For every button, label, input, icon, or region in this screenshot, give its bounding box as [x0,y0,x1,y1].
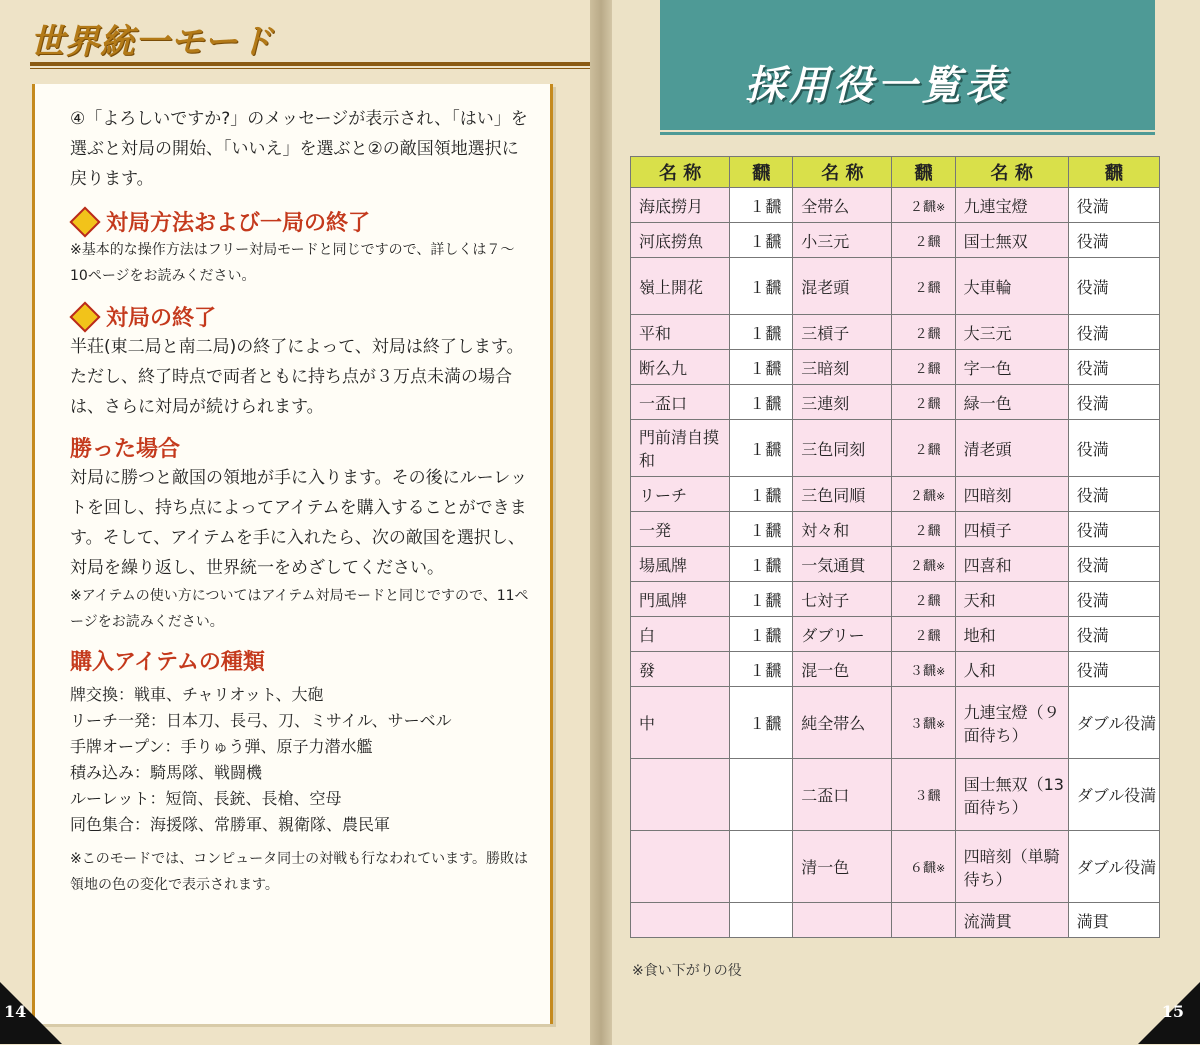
section-heading-rules [70,206,530,237]
yaku-name-cell: 対々和 [793,512,892,547]
yaku-table [630,156,1160,938]
han-value: ２飜 [914,326,941,342]
han-cell: １飜 [730,385,793,420]
han-cell: 役満 [1068,420,1159,477]
han-cell [730,759,793,831]
table-row [631,547,1160,582]
han-cell: １飜 [730,258,793,315]
han-cell: １飜 [730,652,793,687]
han-value: ２飜 [909,558,936,574]
han-cell [892,188,955,223]
list-item: 手牌オープン：手りゅう弾、原子力潜水艦 [70,737,373,756]
han-value: ３飜 [909,663,936,679]
column-header-han: 飜 [892,157,955,188]
column-header-han: 飜 [1068,157,1159,188]
page-number-right: 15 [1161,1002,1184,1021]
han-cell [730,831,793,903]
yaku-name-cell [631,759,730,831]
table-header-row [631,157,1160,188]
han-cell: ダブル役満 [1068,831,1159,903]
han-value: ６飜 [909,861,936,876]
page-number-left: 14 [4,1002,27,1021]
column-header-han: 飜 [730,157,793,188]
han-cell: 役満 [1068,652,1159,687]
content-panel [32,84,553,1024]
han-cell [892,687,955,759]
table-row [631,477,1160,512]
table-row [631,385,1160,420]
yaku-name-cell [631,903,730,938]
table-row [631,512,1160,547]
yaku-name-cell: 三暗刻 [793,350,892,385]
han-cell [892,350,955,385]
table-row [631,903,1160,938]
yaku-name-cell: 四暗刻（単騎待ち） [955,831,1068,903]
column-header-name: 名 称 [631,157,730,188]
footnote: ※食い下がりの役 [632,963,742,979]
yaku-name-cell: 国士無双（13面待ち） [955,759,1068,831]
yaku-name-cell: 流満貫 [955,903,1068,938]
han-cell: 役満 [1068,258,1159,315]
table-row [631,582,1160,617]
kuisagari-mark: ※ [935,862,946,875]
subsection-title-items: 購入アイテムの種類 [70,650,265,675]
han-cell [892,315,955,350]
han-cell [892,512,955,547]
yaku-name-cell: 三槓子 [793,315,892,350]
yaku-name-cell: 混一色 [793,652,892,687]
han-cell: １飜 [730,617,793,652]
han-cell [892,223,955,258]
yaku-name-cell: 大三元 [955,315,1068,350]
han-cell: １飜 [730,687,793,759]
table-row [631,223,1160,258]
han-cell: １飜 [730,350,793,385]
yaku-name-cell: 白 [631,617,730,652]
section-note: ※基本的な操作方法はフリー対局モードと同じですので、詳しくは７～10ページをお読みください。 [70,242,515,284]
section-title: 対局の終了 [106,306,217,331]
yaku-name-cell: 全帯么 [793,188,892,223]
han-cell [892,652,955,687]
kuisagari-mark: ※ [935,559,946,573]
title-rule-thin [30,68,590,69]
han-cell [892,582,955,617]
section-body: 半荘(東二局と南二局)の終了によって、対局は終了します。ただし、終了時点で両者ともに持ち点が３万点未満の場合は、さらに対局が続けられます。 [70,337,524,417]
yaku-name-cell [631,831,730,903]
yaku-name-cell: ダブリー [793,617,892,652]
yaku-name-cell: 一発 [631,512,730,547]
han-cell: １飜 [730,512,793,547]
yaku-name-cell: 河底撈魚 [631,223,730,258]
yaku-name-cell: 清老頭 [955,420,1068,477]
yaku-name-cell: 中 [631,687,730,759]
han-cell [892,477,955,512]
subsection-title-win: 勝った場合 [70,437,181,462]
han-cell [892,258,955,315]
han-cell: 役満 [1068,582,1159,617]
han-cell [730,903,793,938]
han-cell [892,759,955,831]
han-cell [892,547,955,582]
kuisagari-mark: ※ [935,664,946,678]
han-cell: 役満 [1068,315,1159,350]
yaku-name-cell: 四槓子 [955,512,1068,547]
left-page-title: 世界統一モード [30,22,274,62]
han-value: ２飜 [914,523,941,539]
list-item: 積み込み：騎馬隊、戦闘機 [70,763,263,782]
list-item: 同色集合：海援隊、常勝軍、親衛隊、農民軍 [70,815,391,834]
han-cell [892,385,955,420]
han-cell: 役満 [1068,547,1159,582]
yaku-name-cell: 断么九 [631,350,730,385]
yaku-name-cell: 字一色 [955,350,1068,385]
han-cell: ダブル役満 [1068,759,1159,831]
yaku-name-cell: 混老頭 [793,258,892,315]
han-cell: １飜 [730,582,793,617]
han-cell [892,831,955,903]
yaku-name-cell: 純全帯么 [793,687,892,759]
han-value: ２飜 [914,442,941,458]
diamond-bullet-icon [69,206,100,237]
diamond-bullet-icon [69,301,100,332]
han-cell: 役満 [1068,385,1159,420]
kuisagari-mark: ※ [935,200,946,214]
table-body [631,188,1160,938]
han-cell: 役満 [1068,512,1159,547]
kuisagari-mark: ※ [935,489,946,503]
content-panel-inner [70,104,530,898]
yaku-name-cell: 三色同刻 [793,420,892,477]
yaku-name-cell: 大車輪 [955,258,1068,315]
han-value: ２飜 [914,628,941,644]
han-cell: 役満 [1068,617,1159,652]
han-cell: １飜 [730,477,793,512]
yaku-name-cell: 發 [631,652,730,687]
han-cell [892,420,955,477]
han-cell [892,617,955,652]
yaku-name-cell: 三色同順 [793,477,892,512]
intro-text: ④「よろしいですか?」のメッセージが表示され、「はい」を選ぶと対局の開始、「いいえ」を選ぶと②の敵国領地選択に戻ります。 [70,109,528,189]
table-row [631,831,1160,903]
han-cell: 役満 [1068,477,1159,512]
list-item: 牌交換：戦車、チャリオット、大砲 [70,685,324,704]
table-row [631,687,1160,759]
table-row [631,652,1160,687]
section-note: ※アイテムの使い方についてはアイテム対局モードと同じですので、11ページをお読みください。 [70,588,529,630]
table-row [631,188,1160,223]
han-cell: 役満 [1068,350,1159,385]
column-header-name: 名 称 [793,157,892,188]
han-cell: １飜 [730,223,793,258]
han-value: ２飜 [914,234,941,250]
item-list [70,682,530,838]
table-row [631,759,1160,831]
list-item: リーチ一発：日本刀、長弓、刀、ミサイル、サーベル [70,711,452,730]
yaku-name-cell: 七対子 [793,582,892,617]
han-value: ２飜 [909,199,936,215]
yaku-name-cell: 門風牌 [631,582,730,617]
yaku-name-cell: 清一色 [793,831,892,903]
column-header-name: 名 称 [955,157,1068,188]
han-cell: １飜 [730,188,793,223]
yaku-name-cell: 場風牌 [631,547,730,582]
han-cell: 満貫 [1068,903,1159,938]
han-cell: １飜 [730,420,793,477]
list-item: ルーレット：短筒、長銃、長槍、空母 [70,789,342,808]
han-cell: ダブル役満 [1068,687,1159,759]
table-row [631,258,1160,315]
han-cell: 役満 [1068,188,1159,223]
han-value: ２飜 [914,361,941,377]
yaku-name-cell: 天和 [955,582,1068,617]
section-note: ※このモードでは、コンピュータ同士の対戦も行なわれています。勝敗は領地の色の変化で表示されます。 [70,851,529,893]
han-cell [892,903,955,938]
banner-rule [660,132,1155,135]
han-cell: １飜 [730,315,793,350]
section-body: 対局に勝つと敵国の領地が手に入ります。その後にルーレットを回し、持ち点によってアイテムを購入することができます。そして、アイテムを手に入れたら、次の敵国を選択し、対局を繰り返し、世界統一をめざしてください。 [70,468,528,578]
yaku-name-cell: 平和 [631,315,730,350]
yaku-name-cell [793,903,892,938]
yaku-name-cell: 海底撈月 [631,188,730,223]
table-row [631,350,1160,385]
table-row [631,617,1160,652]
han-cell: 役満 [1068,223,1159,258]
han-value: ２飜 [914,280,941,296]
han-value: ３飜 [914,789,941,804]
yaku-name-cell: 四暗刻 [955,477,1068,512]
yaku-name-cell: 門前清自摸和 [631,420,730,477]
section-title: 対局方法および一局の終了 [106,211,371,236]
yaku-name-cell: 四喜和 [955,547,1068,582]
han-value: ３飜 [909,717,936,732]
yaku-name-cell: 二盃口 [793,759,892,831]
yaku-name-cell: 三連刻 [793,385,892,420]
yaku-name-cell: 一盃口 [631,385,730,420]
yaku-name-cell: 一気通貫 [793,547,892,582]
yaku-name-cell: 九連宝燈（９面待ち） [955,687,1068,759]
section-heading-end [70,301,530,332]
han-cell: １飜 [730,547,793,582]
yaku-name-cell: 嶺上開花 [631,258,730,315]
yaku-name-cell: 九連宝燈 [955,188,1068,223]
yaku-name-cell: リーチ [631,477,730,512]
yaku-name-cell: 人和 [955,652,1068,687]
han-value: ２飜 [914,593,941,609]
yaku-name-cell: 国士無双 [955,223,1068,258]
right-page-title: 採用役一覧表 [745,63,1009,109]
yaku-name-cell: 小三元 [793,223,892,258]
table-row [631,420,1160,477]
han-value: ２飜 [914,396,941,412]
kuisagari-mark: ※ [935,718,946,731]
yaku-name-cell: 緑一色 [955,385,1068,420]
yaku-name-cell: 地和 [955,617,1068,652]
title-rule [30,62,590,66]
table-row [631,315,1160,350]
han-value: ２飜 [909,488,936,504]
book-gutter [590,0,612,1045]
